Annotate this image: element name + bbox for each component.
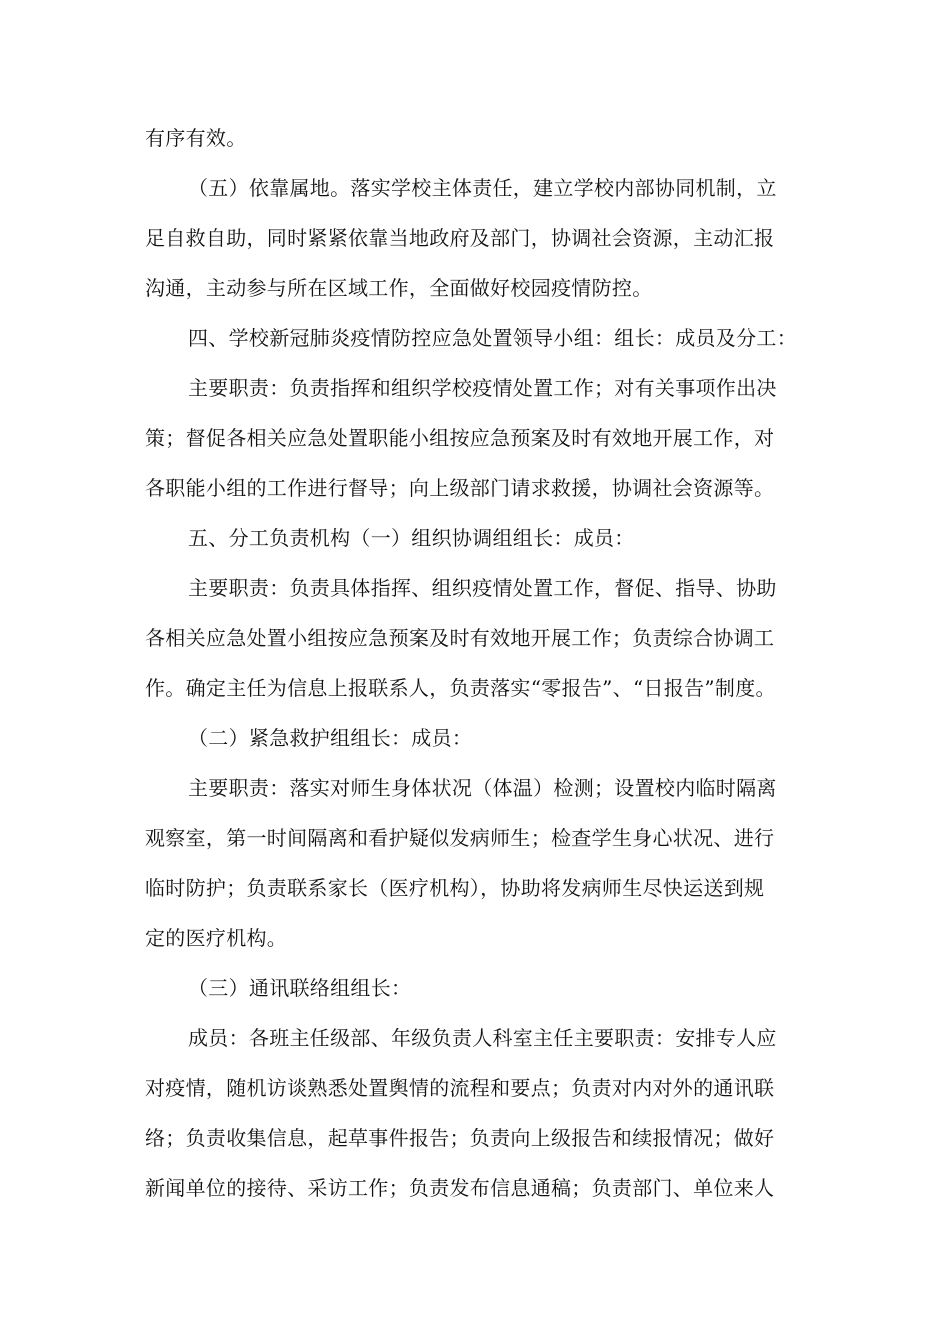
text-line-5: 四、学校新冠肺炎疫情防控应急处置领导小组：组长：成员及分工： [188,326,797,350]
text-line-10: 主要职责：负责具体指挥、组织疫情处置工作，督促、指导、协助 [188,576,777,600]
text-line-21: 络；负责收集信息，起草事件报告；负责向上级报告和续报情况；做好 [145,1126,775,1150]
text-line-6: 主要职责：负责指挥和组织学校疫情处置工作；对有关事项作出决 [188,376,777,400]
text-line-16: 临时防护；负责联系家长（医疗机构），协助将发病师生尽快运送到规 [145,876,765,900]
text-line-15: 观察室，第一时间隔离和看护疑似发病师生；检查学生身心状况、进行 [145,826,775,850]
text-line-20: 对疫情，随机访谈熟悉处置舆情的流程和要点；负责对内对外的通讯联 [145,1076,775,1100]
text-line-7: 策；督促各相关应急处置职能小组按应急预案及时有效地开展工作，对 [145,426,775,450]
text-line-4: 沟通，主动参与所在区域工作，全面做好校园疫情防控。 [145,276,653,300]
text-line-14: 主要职责：落实对师生身体状况（体温）检测；设置校内临时隔离 [188,776,777,800]
text-line-12: 作。确定主任为信息上报联系人，负责落实“零报告”、“日报告”制度。 [145,676,776,700]
text-line-2: （五）依靠属地。落实学校主体责任，建立学校内部协同机制，立 [188,176,777,200]
text-line-19: 成员：各班主任级部、年级负责人科室主任主要职责：安排专人应 [188,1026,777,1050]
text-line-13: （二）紧急救护组组长：成员： [188,726,473,750]
text-line-8: 各职能小组的工作进行督导；向上级部门请求救援，协调社会资源等。 [145,476,775,500]
text-line-22: 新闻单位的接待、采访工作；负责发布信息通稿；负责部门、单位来人 [145,1176,775,1200]
text-line-3: 足自救自助，同时紧紧依靠当地政府及部门，协调社会资源，主动汇报 [145,226,775,250]
text-line-11: 各相关应急处置小组按应急预案及时有效地开展工作；负责综合协调工 [145,626,775,650]
text-line-18: （三）通讯联络组组长： [188,976,412,1000]
text-line-17: 定的医疗机构。 [145,926,288,950]
text-line-1: 有序有效。 [145,126,247,150]
text-line-9: 五、分工负责机构（一）组织协调组组长：成员： [188,526,635,550]
